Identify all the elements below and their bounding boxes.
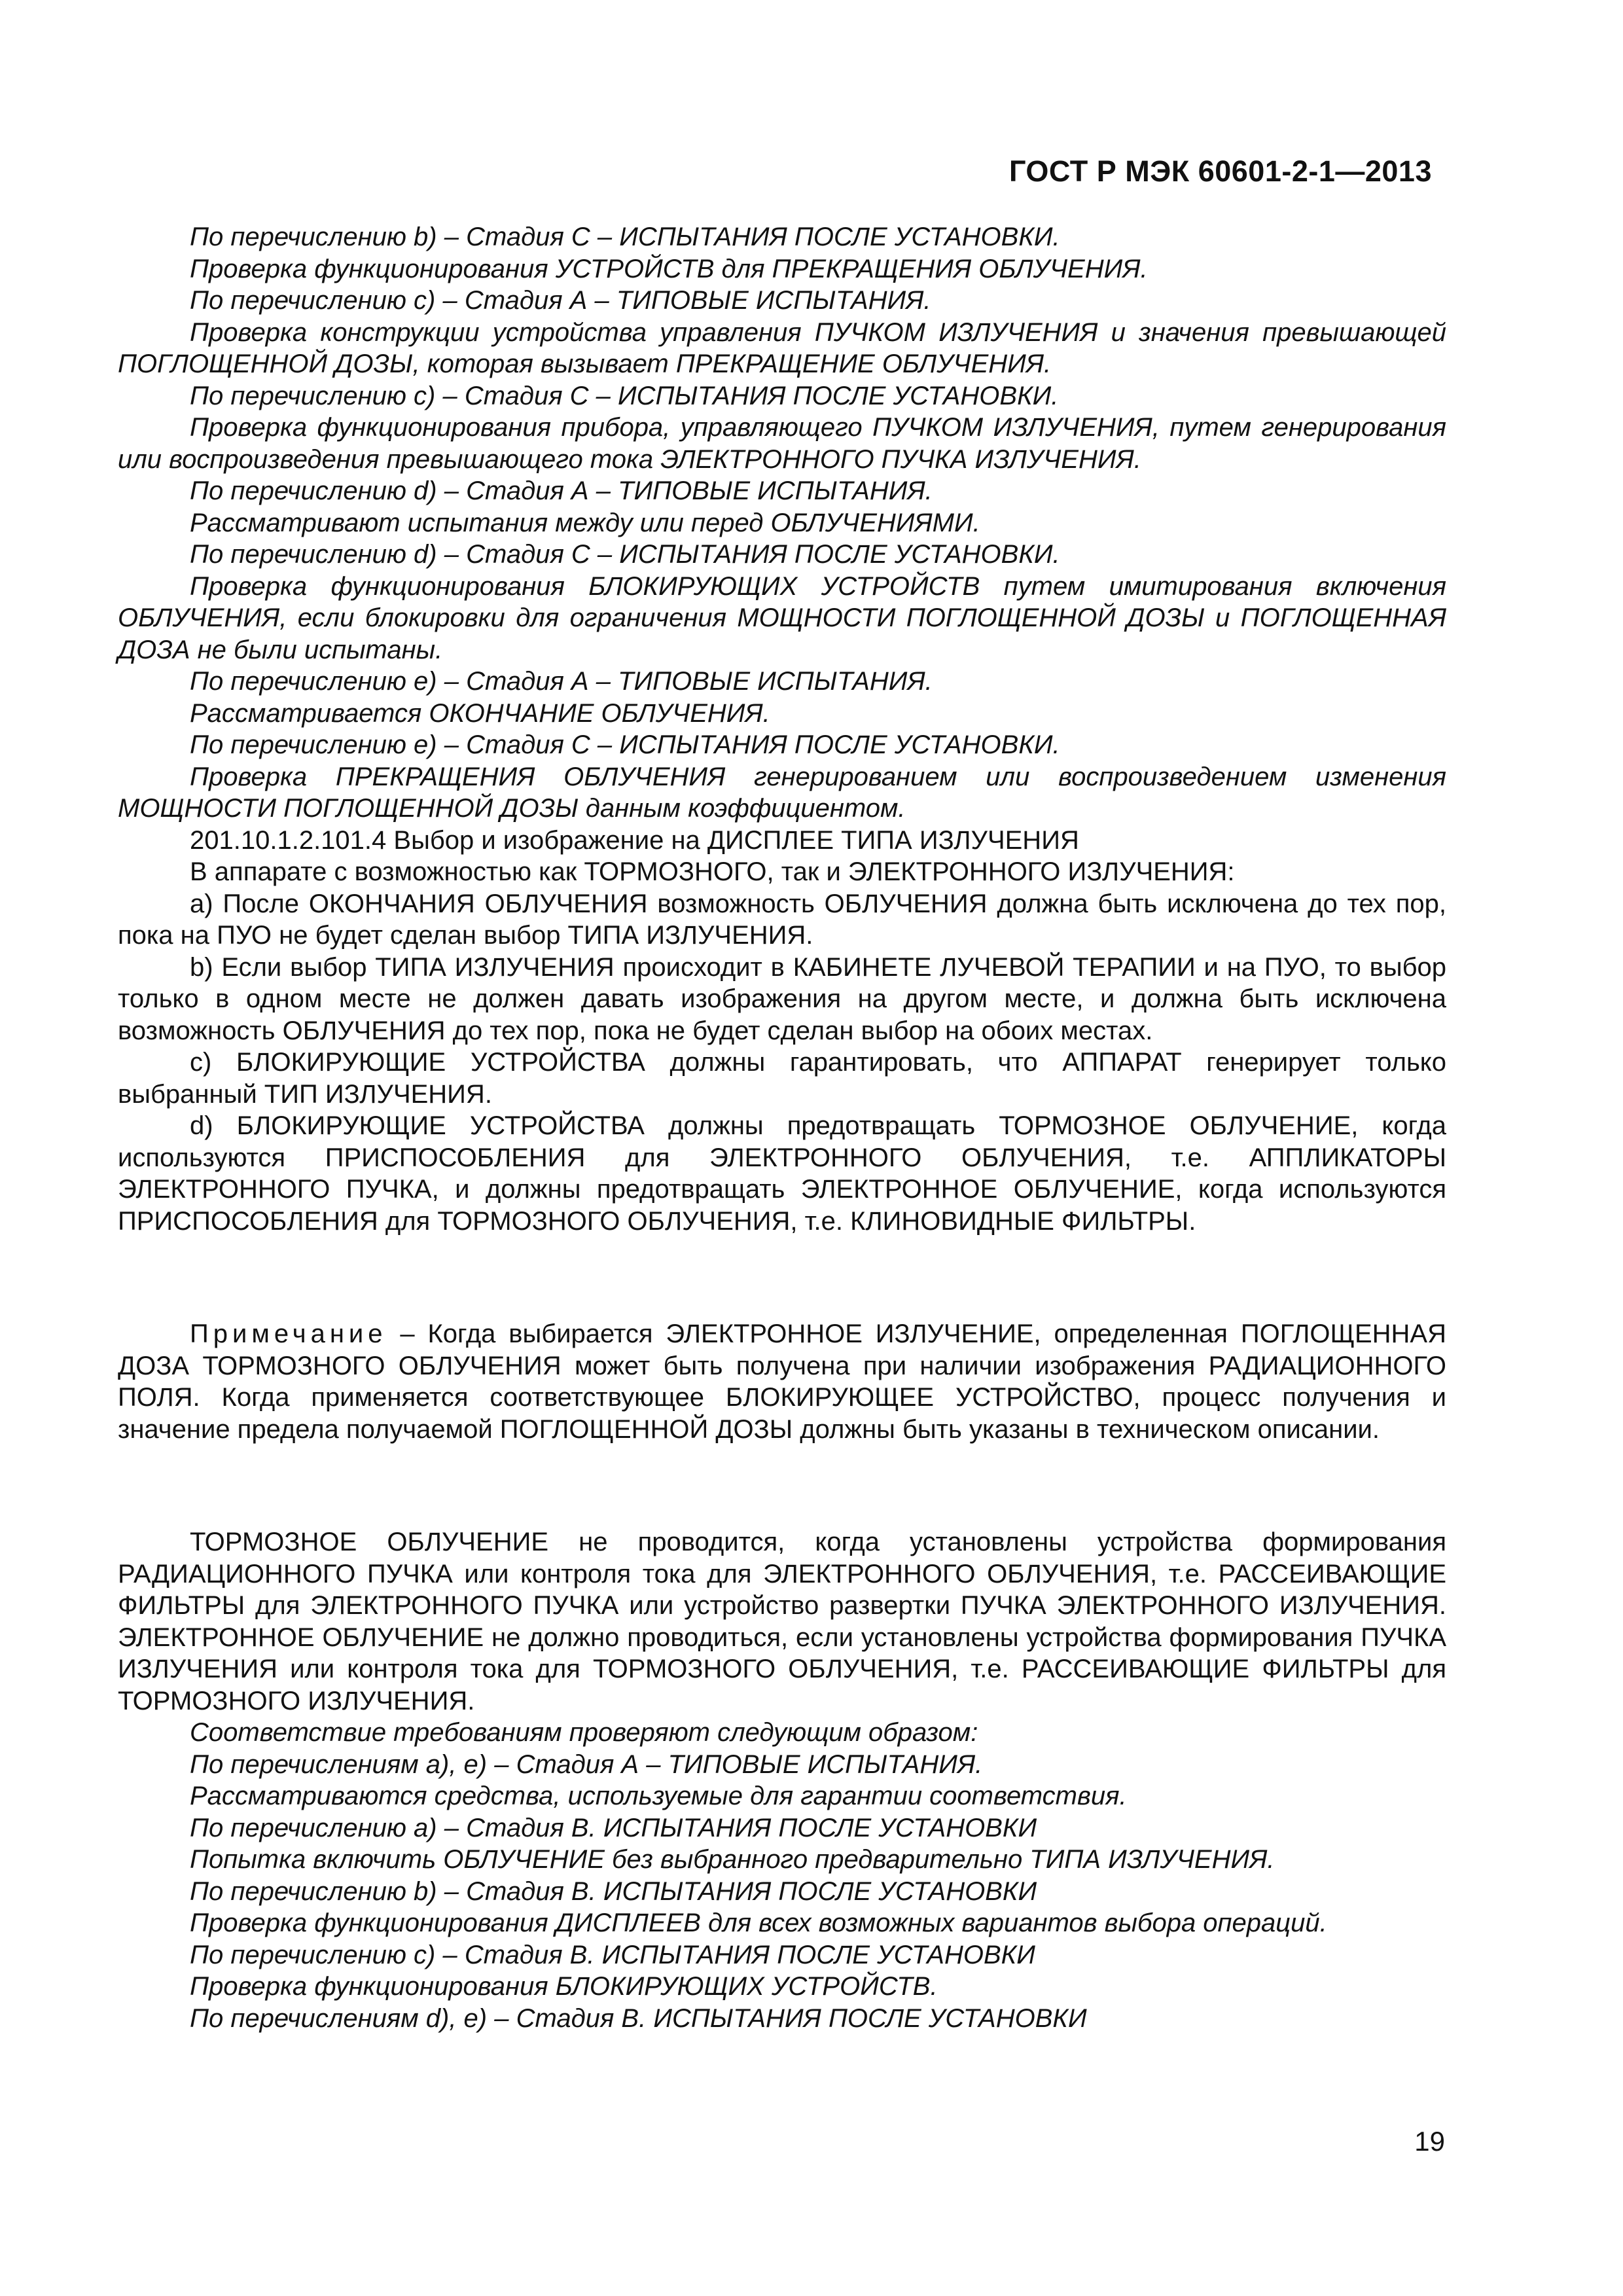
note-paragraph (118, 1318, 1446, 1445)
paragraph: По перечислению а) – Стадия В. ИСПЫТАНИЯ ПОСЛЕ УСТАНОВКИ (190, 1813, 1037, 1842)
paragraph: По перечислению d) – Стадия А – ТИПОВЫЕ ИСПЫТАНИЯ. (190, 476, 933, 505)
paragraph: Соответствие требованиям проверяют следующим образом: (190, 1718, 978, 1747)
brems-section (118, 1526, 1446, 2034)
paragraph: Попытка включить ОБЛУЧЕНИЕ без выбранного предварительно ТИПА ИЗЛУЧЕНИЯ. (190, 1845, 1275, 1874)
paragraph: Проверка функционирования ДИСПЛЕЕВ для всех возможных вариантов выбора операций. (190, 1909, 1327, 1937)
verification-section (118, 221, 1446, 1237)
spacer (118, 1445, 1446, 1526)
page-number: 19 (1414, 2126, 1445, 2157)
paragraph: Проверка конструкции устройства управления ПУЧКОМ ИЗЛУЧЕНИЯ и значения превышающей ПОГЛОЩЕННОЙ ДОЗЫ, которая вызывает ПРЕКРАЩЕНИЕ ОБЛУЧЕНИЯ. (118, 317, 1446, 378)
paragraph: 201.10.1.2.101.4 Выбор и изображение на ДИСПЛЕЕ ТИПА ИЗЛУЧЕНИЯ (190, 825, 1079, 855)
paragraph: По перечислению с) – Стадия В. ИСПЫТАНИЯ ПОСЛЕ УСТАНОВКИ (190, 1940, 1035, 1969)
paragraph: d) БЛОКИРУЮЩИЕ УСТРОЙСТВА должны предотвращать ТОРМОЗНОЕ ОБЛУЧЕНИЕ, когда используются ПРИСПОСОБЛЕНИЯ для ЭЛЕКТРОННОГО ОБЛУЧЕНИЯ, т.е. АППЛИКАТОРЫ ЭЛЕКТРОННОГО ПУЧКА, и должны предотвращать ЭЛЕКТРОННОЕ ОБЛУЧЕНИЕ, когда используются ПРИСПОСОБЛЕНИЯ для ТОРМОЗНОГО ОБЛУЧЕНИЯ, т.е. КЛИНОВИДНЫЕ ФИЛЬТРЫ. (118, 1111, 1446, 1236)
paragraph: По перечислению е) – Стадия С – ИСПЫТАНИЯ ПОСЛЕ УСТАНОВКИ. (190, 730, 1060, 759)
paragraph: а) После ОКОНЧАНИЯ ОБЛУЧЕНИЯ возможность ОБЛУЧЕНИЯ должна быть исключена до тех пор, пока на ПУО не будет сделан выбор ТИПА ИЗЛУЧЕНИЯ. (118, 889, 1446, 950)
paragraph: Проверка функционирования БЛОКИРУЮЩИХ УСТРОЙСТВ. (190, 1972, 938, 2001)
page-header-title: ГОСТ Р МЭК 60601-2-1—2013 (1008, 154, 1432, 188)
paragraph: b) Если выбор ТИПА ИЗЛУЧЕНИЯ происходит в КАБИНЕТЕ ЛУЧЕВОЙ ТЕРАПИИ и на ПУО, то выбор только в одном месте не должен давать изображения на другом месте, и должна быть исключена возможность ОБЛУЧЕНИЯ до тех пор, пока не будет сделан выбор на обоих местах. (118, 952, 1446, 1045)
paragraph: По перечислению с) – Стадия С – ИСПЫТАНИЯ ПОСЛЕ УСТАНОВКИ. (190, 381, 1059, 410)
paragraph: По перечислениям d), е) – Стадия В. ИСПЫТАНИЯ ПОСЛЕ УСТАНОВКИ (190, 2003, 1087, 2033)
paragraph: Проверка ПРЕКРАЩЕНИЯ ОБЛУЧЕНИЯ генерированием или воспроизведением изменения МОЩНОСТИ ПОГЛОЩЕННОЙ ДОЗЫ данным коэффициентом. (118, 762, 1446, 823)
note-text: – Когда выбирается ЭЛЕКТРОННОЕ ИЗЛУЧЕНИЕ, определенная ПОГЛОЩЕННАЯ ДОЗА ТОРМОЗНОГО ОБЛУЧЕНИЯ может быть получена при наличии изображения РАДИАЦИОННОГО ПОЛЯ. Когда применяется соответствующее БЛОКИРУЮЩЕЕ УСТРОЙСТВО, процесс получения и значение предела получаемой ПОГЛОЩЕННОЙ ДОЗЫ должны быть указаны в техническом описании. (118, 1319, 1446, 1444)
paragraph: По перечислению b) – Стадия С – ИСПЫТАНИЯ ПОСЛЕ УСТАНОВКИ. (190, 223, 1060, 251)
note-label: Примечание (190, 1319, 387, 1348)
paragraph: По перечислениям а), е) – Стадия А – ТИПОВЫЕ ИСПЫТАНИЯ. (190, 1749, 983, 1779)
paragraph: По перечислению b) – Стадия В. ИСПЫТАНИЯ ПОСЛЕ УСТАНОВКИ (190, 1876, 1037, 1906)
paragraph: В аппарате с возможностью как ТОРМОЗНОГО, так и ЭЛЕКТРОННОГО ИЗЛУЧЕНИЯ: (190, 857, 1235, 886)
paragraph: Проверка функционирования УСТРОЙСТВ для ПРЕКРАЩЕНИЯ ОБЛУЧЕНИЯ. (190, 254, 1148, 283)
paragraph: с) БЛОКИРУЮЩИЕ УСТРОЙСТВА должны гарантировать, что АППАРАТ генерирует только выбранный ТИП ИЗЛУЧЕНИЯ. (118, 1048, 1446, 1109)
spacer (118, 1237, 1446, 1318)
paragraph: Рассматриваются средства, используемые для гарантии соответствия. (190, 1782, 1127, 1810)
paragraph: ТОРМОЗНОЕ ОБЛУЧЕНИЕ не проводится, когда установлены устройства формирования РАДИАЦИОННОГО ПУЧКА или контроля тока для ЭЛЕКТРОННОГО ОБЛУЧЕНИЯ, т.е. РАССЕИВАЮЩИЕ ФИЛЬТРЫ для ЭЛЕКТРОННОГО ПУЧКА или устройство развертки ПУЧКА ЭЛЕКТРОННОГО ИЗЛУЧЕНИЯ. ЭЛЕКТРОННОЕ ОБЛУЧЕНИЕ не должно проводиться, если установлены устройства формирования ПУЧКА ИЗЛУЧЕНИЯ или контроля тока для ТОРМОЗНОГО ОБЛУЧЕНИЯ, т.е. РАССЕИВАЮЩИЕ ФИЛЬТРЫ для ТОРМОЗНОГО ИЗЛУЧЕНИЯ. (118, 1528, 1446, 1715)
paragraph: По перечислению е) – Стадия А – ТИПОВЫЕ ИСПЫТАНИЯ. (190, 667, 933, 696)
paragraph: Проверка функционирования прибора, управляющего ПУЧКОМ ИЗЛУЧЕНИЯ, путем генерирования или воспроизведения превышающего тока ЭЛЕКТРОННОГО ПУЧКА ИЗЛУЧЕНИЯ. (118, 413, 1446, 474)
paragraph: Проверка функционирования БЛОКИРУЮЩИХ УСТРОЙСТВ путем имитирования включения ОБЛУЧЕНИЯ, если блокировки для ограничения МОЩНОСТИ ПОГЛОЩЕННОЙ ДОЗЫ и ПОГЛОЩЕННАЯ ДОЗА не были испытаны. (118, 571, 1446, 664)
document-body (118, 221, 1446, 2034)
paragraph: По перечислению с) – Стадия А – ТИПОВЫЕ ИСПЫТАНИЯ. (190, 286, 931, 315)
paragraph: Рассматривают испытания между или перед ОБЛУЧЕНИЯМИ. (190, 508, 980, 537)
paragraph: По перечислению d) – Стадия С – ИСПЫТАНИЯ ПОСЛЕ УСТАНОВКИ. (190, 540, 1060, 569)
paragraph: Рассматривается ОКОНЧАНИЕ ОБЛУЧЕНИЯ. (190, 698, 770, 728)
